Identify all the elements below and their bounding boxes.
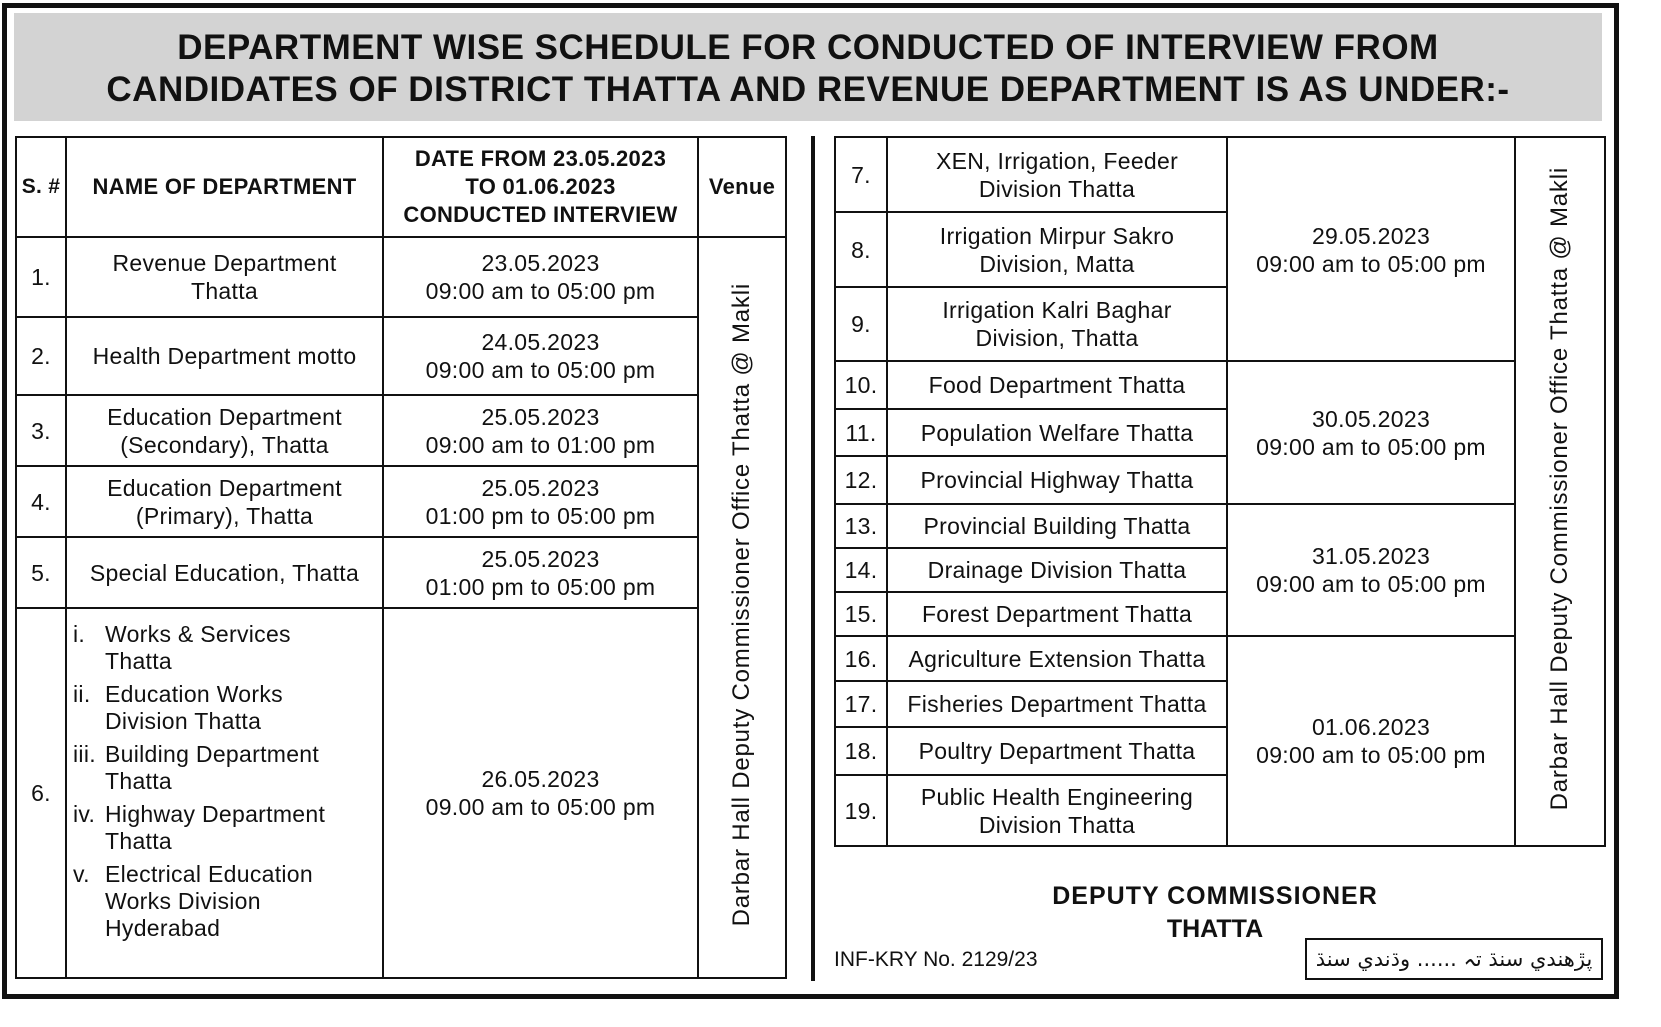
dept-line-1: Irrigation Kalri Baghar (942, 297, 1172, 323)
time-text: 09:00 am to 01:00 pm (425, 431, 656, 458)
heading-line-1: DEPARTMENT WISE SCHEDULE FOR CONDUCTED OF INTERVIEW FROM (177, 28, 1439, 67)
list-item (73, 681, 382, 735)
header-venue: Venue (698, 137, 786, 237)
row-department (66, 537, 383, 608)
item-number: ii. (73, 681, 91, 707)
row-date (383, 395, 698, 466)
item-text (105, 801, 325, 855)
item-text (105, 861, 313, 942)
row-date (383, 317, 698, 395)
header-date-line-3: CONDUCTED INTERVIEW (403, 202, 678, 227)
item-line-1: Works & Services (105, 621, 291, 647)
row-department-list (66, 608, 383, 978)
left-schedule-table (15, 136, 787, 979)
row-sno: 10. (835, 361, 887, 409)
row-department: Drainage Division Thatta (887, 548, 1227, 592)
item-line-1: Building Department (105, 741, 320, 767)
dept-line-2: Division, Matta (979, 250, 1135, 277)
row-department: Provincial Building Thatta (887, 504, 1227, 548)
heading-line-2: CANDIDATES OF DISTRICT THATTA AND REVENUE DEPARTMENT IS AS UNDER:- (106, 70, 1510, 109)
time-text: 09:00 am to 05:00 pm (425, 357, 656, 383)
row-department: Agriculture Extension Thatta (887, 636, 1227, 681)
dept-line-1: Special Education, Thatta (89, 559, 360, 586)
list-item (73, 741, 382, 795)
row-sno: 17. (835, 681, 887, 727)
inf-reference: INF-KRY No. 2129/23 (834, 948, 1038, 971)
row-sno: 3. (16, 395, 66, 466)
table-row (16, 395, 786, 466)
row-department (66, 466, 383, 537)
row-department: Poultry Department Thatta (887, 727, 1227, 775)
table-row (835, 636, 1605, 681)
time-text: 09:00 am to 05:00 pm (1256, 433, 1486, 460)
row-date (383, 466, 698, 537)
item-number: i. (73, 621, 86, 647)
row-department: Food Department Thatta (887, 361, 1227, 409)
header-date (383, 137, 698, 237)
row-department: Population Welfare Thatta (887, 409, 1227, 456)
dept-line-1: Education Department (107, 403, 342, 430)
row-department (66, 237, 383, 317)
item-line-2: Thatta (105, 648, 173, 674)
date-text: 30.05.2023 (1311, 405, 1431, 432)
date-text: 29.05.2023 (1311, 223, 1431, 249)
row-department: Provincial Highway Thatta (887, 456, 1227, 504)
list-item (73, 861, 382, 942)
row-sno: 7. (835, 137, 887, 212)
date-group-cell (1227, 636, 1515, 846)
date-text: 25.05.2023 (481, 403, 600, 430)
date-text: 31.05.2023 (1311, 543, 1431, 569)
date-text: 01.06.2023 (1311, 714, 1431, 740)
header-sno: S. # (16, 137, 66, 237)
row-sno: 11. (835, 409, 887, 456)
venue-text: Darbar Hall Deputy Commissioner Office Thatta @ Makli (1546, 166, 1573, 811)
table-row (16, 466, 786, 537)
item-text (105, 681, 283, 735)
time-text: 09:00 am to 05:00 pm (1256, 251, 1486, 277)
table-row (16, 608, 786, 978)
venue-text: Darbar Hall Deputy Commissioner Office Thatta @ Makli (728, 282, 755, 927)
dept-line-1: Education Department (107, 474, 342, 501)
item-text (105, 741, 319, 795)
table-row (16, 537, 786, 608)
dept-line-2: (Primary), Thatta (135, 502, 314, 529)
row-sno: 12. (835, 456, 887, 504)
date-text: 23.05.2023 (481, 250, 600, 276)
row-sno: 19. (835, 775, 887, 846)
row-sno: 13. (835, 504, 887, 548)
time-text: 09:00 am to 05:00 pm (425, 278, 656, 304)
row-department (887, 287, 1227, 361)
item-number: v. (73, 861, 90, 887)
row-department (887, 775, 1227, 846)
time-text: 01:00 pm to 05:00 pm (425, 573, 656, 600)
row-department (887, 212, 1227, 287)
row-sno: 2. (16, 317, 66, 395)
dept-line-1: XEN, Irrigation, Feeder (935, 147, 1179, 174)
row-sno: 15. (835, 592, 887, 636)
signature-block (1000, 880, 1430, 946)
row-sno: 5. (16, 537, 66, 608)
venue-cell (698, 237, 786, 978)
item-line-2: Division Thatta (105, 708, 262, 734)
row-sno: 14. (835, 548, 887, 592)
row-department (66, 395, 383, 466)
row-department (66, 317, 383, 395)
item-line-2: Works Division (105, 888, 261, 914)
header-date-line-2: TO 01.06.2023 (465, 174, 616, 199)
sindhi-slogan: پڙهندي سنڌ تہ ...... وڌندي سنڌ (1305, 938, 1603, 980)
row-department: Forest Department Thatta (887, 592, 1227, 636)
item-text (105, 621, 291, 675)
row-date (383, 537, 698, 608)
row-sno: 8. (835, 212, 887, 287)
list-item (73, 801, 382, 855)
table-row (835, 504, 1605, 548)
table-row (16, 237, 786, 317)
dept-line-1: Revenue Department (112, 250, 337, 276)
item-line-1: Highway Department (105, 801, 326, 827)
date-group-cell (1227, 504, 1515, 636)
row-department: Fisheries Department Thatta (887, 681, 1227, 727)
dept-line-1: Health Department motto (92, 343, 357, 369)
table-header-row (16, 137, 786, 237)
item-number: iii. (73, 741, 96, 767)
item-line-2: Thatta (105, 828, 173, 854)
signatory-title: DEPUTY COMMISSIONER (1052, 882, 1378, 910)
header-date-line-1: DATE FROM 23.05.2023 (414, 146, 667, 171)
dept-line-2: Division Thatta (978, 175, 1136, 202)
date-text: 25.05.2023 (481, 545, 600, 572)
row-sno: 9. (835, 287, 887, 361)
item-line-1: Education Works (105, 681, 283, 707)
row-sno: 16. (835, 636, 887, 681)
dept-line-2: Thatta (190, 278, 258, 304)
item-line-3: Hyderabad (105, 915, 221, 941)
row-sno: 1. (16, 237, 66, 317)
time-text: 09:00 am to 05:00 pm (1256, 742, 1486, 768)
item-line-2: Thatta (105, 768, 173, 794)
row-date (383, 237, 698, 317)
signatory-place: THATTA (1166, 915, 1264, 943)
time-text: 09.00 am to 05:00 pm (425, 794, 656, 820)
row-sno: 6. (16, 608, 66, 978)
table-row (835, 137, 1605, 212)
row-sno: 18. (835, 727, 887, 775)
date-group-cell (1227, 361, 1515, 504)
venue-cell (1515, 137, 1605, 846)
table-row (16, 317, 786, 395)
date-text: 25.05.2023 (481, 474, 600, 501)
row-sno: 4. (16, 466, 66, 537)
time-text: 09:00 am to 05:00 pm (1256, 571, 1486, 597)
table-row (835, 361, 1605, 409)
dept-line-2: (Secondary), Thatta (120, 431, 329, 458)
row-date (383, 608, 698, 978)
row-department (887, 137, 1227, 212)
dept-line-1: Public Health Engineering (920, 783, 1194, 810)
dept-line-2: Division Thatta (978, 811, 1136, 838)
dept-line-2: Division, Thatta (975, 325, 1139, 351)
date-group-cell (1227, 137, 1515, 361)
time-text: 01:00 pm to 05:00 pm (425, 502, 656, 529)
date-text: 24.05.2023 (481, 329, 600, 355)
column-divider (811, 136, 815, 981)
notice-heading (14, 13, 1602, 121)
right-schedule-table (834, 136, 1606, 847)
item-number: iv. (73, 801, 96, 827)
header-department: NAME OF DEPARTMENT (66, 137, 383, 237)
list-item (73, 621, 382, 675)
date-text: 26.05.2023 (481, 766, 600, 792)
dept-line-1: Irrigation Mirpur Sakro (939, 222, 1175, 249)
sub-department-list (67, 609, 382, 954)
item-line-1: Electrical Education (105, 861, 313, 887)
